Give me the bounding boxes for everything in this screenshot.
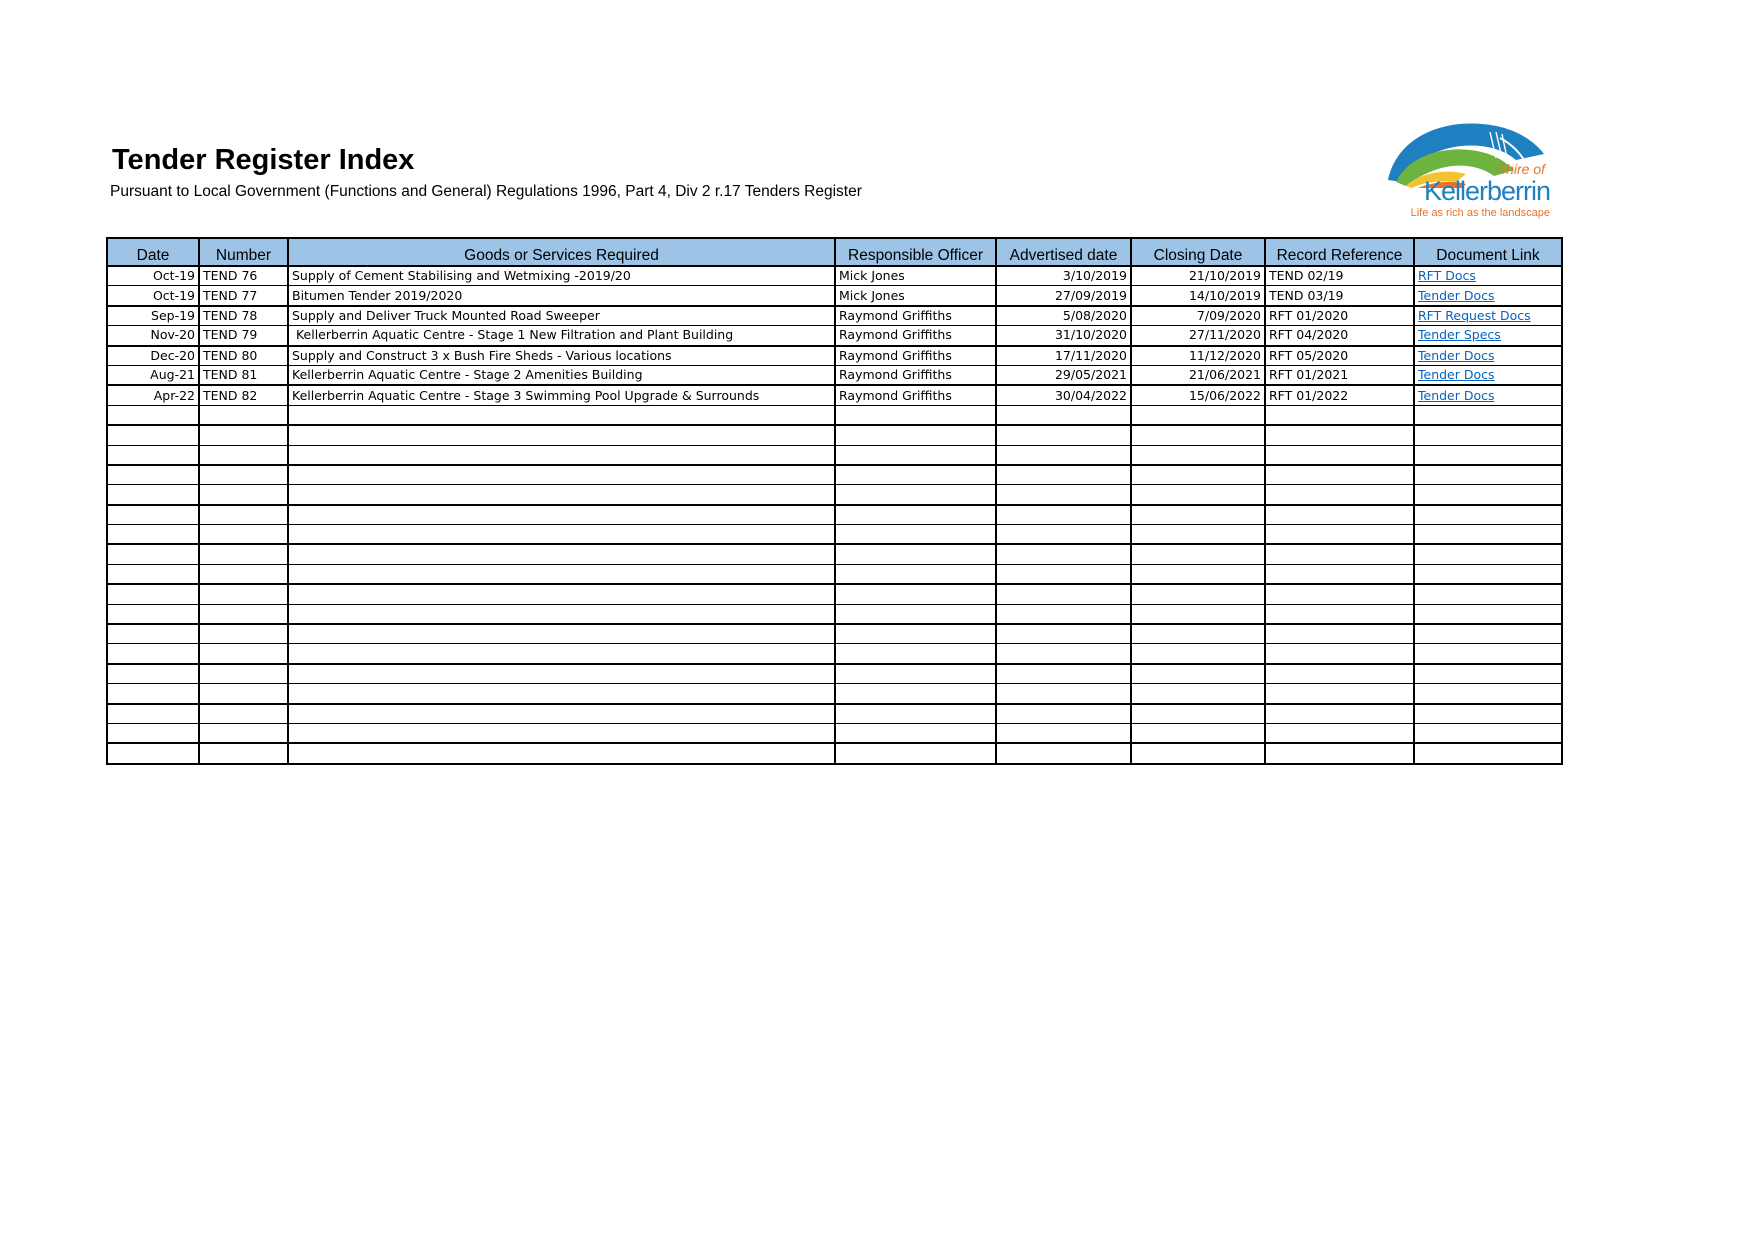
cell-reference: RFT 04/2020 [1265, 326, 1414, 346]
cell-empty [1131, 465, 1265, 485]
cell-number: TEND 81 [199, 365, 288, 385]
cell-empty [199, 525, 288, 545]
cell-empty [996, 505, 1131, 525]
cell-empty [199, 425, 288, 445]
cell-advertised: 17/11/2020 [996, 346, 1131, 366]
cell-empty [835, 684, 996, 704]
cell-empty [835, 505, 996, 525]
cell-number: TEND 78 [199, 306, 288, 326]
header-document-link: Document Link [1414, 238, 1562, 266]
cell-empty [288, 624, 835, 644]
cell-empty [835, 584, 996, 604]
cell-empty [1414, 525, 1562, 545]
cell-empty [835, 743, 996, 763]
cell-empty [996, 723, 1131, 743]
cell-reference: RFT 05/2020 [1265, 346, 1414, 366]
table-row-empty [107, 723, 1562, 743]
cell-empty [1265, 405, 1414, 425]
header-record-reference: Record Reference [1265, 238, 1414, 266]
cell-closing: 21/10/2019 [1131, 266, 1265, 286]
cell-date: Sep-19 [107, 306, 199, 326]
table-row-empty [107, 525, 1562, 545]
cell-closing: 27/11/2020 [1131, 326, 1265, 346]
cell-empty [1131, 723, 1265, 743]
cell-goods: Kellerberrin Aquatic Centre - Stage 2 Amenities Building [288, 365, 835, 385]
cell-empty [1414, 544, 1562, 564]
cell-empty [107, 624, 199, 644]
page-title: Tender Register Index [112, 144, 415, 176]
cell-empty [996, 624, 1131, 644]
cell-goods: Kellerberrin Aquatic Centre - Stage 1 New Filtration and Plant Building [288, 326, 835, 346]
cell-empty [107, 425, 199, 445]
cell-empty [996, 684, 1131, 704]
cell-advertised: 5/08/2020 [996, 306, 1131, 326]
tender-register-table [106, 237, 1563, 765]
table-row-empty [107, 425, 1562, 445]
cell-goods: Supply and Construct 3 x Bush Fire Sheds - Various locations [288, 346, 835, 366]
cell-empty [107, 723, 199, 743]
cell-empty [1414, 684, 1562, 704]
page-subtitle: Pursuant to Local Government (Functions and General) Regulations 1996, Part 4, Div 2 r.17 Tenders Register [110, 183, 862, 200]
cell-empty [1414, 564, 1562, 584]
cell-empty [107, 564, 199, 584]
cell-number: TEND 76 [199, 266, 288, 286]
cell-empty [1265, 604, 1414, 624]
cell-empty [1265, 505, 1414, 525]
cell-empty [107, 505, 199, 525]
table-row-empty [107, 684, 1562, 704]
cell-empty [996, 544, 1131, 564]
cell-empty [1414, 664, 1562, 684]
cell-empty [996, 704, 1131, 724]
cell-empty [835, 664, 996, 684]
cell-empty [199, 743, 288, 763]
cell-empty [107, 405, 199, 425]
document-link[interactable]: Tender Docs [1418, 367, 1495, 383]
table-row-empty [107, 644, 1562, 664]
cell-empty [1131, 505, 1265, 525]
cell-empty [288, 664, 835, 684]
cell-goods: Bitumen Tender 2019/2020 [288, 286, 835, 306]
cell-advertised: 27/09/2019 [996, 286, 1131, 306]
cell-goods: Supply and Deliver Truck Mounted Road Sweeper [288, 306, 835, 326]
cell-empty [1131, 445, 1265, 465]
document-link[interactable]: RFT Request Docs [1418, 307, 1531, 323]
cell-empty [107, 684, 199, 704]
cell-empty [835, 723, 996, 743]
table-row [107, 286, 1562, 306]
cell-empty [288, 684, 835, 704]
table-row-empty [107, 664, 1562, 684]
cell-empty [996, 485, 1131, 505]
cell-empty [1414, 604, 1562, 624]
cell-link-container [1414, 385, 1562, 405]
cell-empty [835, 405, 996, 425]
cell-empty [996, 425, 1131, 445]
cell-goods: Kellerberrin Aquatic Centre - Stage 3 Swimming Pool Upgrade & Surrounds [288, 385, 835, 405]
cell-number: TEND 77 [199, 286, 288, 306]
cell-advertised: 31/10/2020 [996, 326, 1131, 346]
cell-empty [1414, 445, 1562, 465]
cell-empty [1414, 425, 1562, 445]
cell-empty [199, 465, 288, 485]
cell-closing: 14/10/2019 [1131, 286, 1265, 306]
cell-empty [1265, 485, 1414, 505]
table-row-empty [107, 465, 1562, 485]
cell-empty [1265, 684, 1414, 704]
cell-empty [1131, 584, 1265, 604]
cell-date: Oct-19 [107, 266, 199, 286]
table-row-empty [107, 485, 1562, 505]
cell-empty [288, 644, 835, 664]
table-row [107, 306, 1562, 326]
cell-reference: RFT 01/2020 [1265, 306, 1414, 326]
cell-empty [1131, 544, 1265, 564]
cell-empty [835, 485, 996, 505]
cell-empty [835, 704, 996, 724]
cell-empty [996, 465, 1131, 485]
cell-link-container [1414, 286, 1562, 306]
cell-empty [835, 425, 996, 445]
cell-empty [1414, 485, 1562, 505]
document-link[interactable]: Tender Specs [1418, 327, 1501, 343]
cell-link-container [1414, 306, 1562, 326]
header-goods-or-services: Goods or Services Required [288, 238, 835, 266]
cell-empty [288, 525, 835, 545]
table-row-empty [107, 405, 1562, 425]
cell-empty [199, 584, 288, 604]
cell-reference: TEND 03/19 [1265, 286, 1414, 306]
cell-empty [107, 584, 199, 604]
cell-empty [1414, 723, 1562, 743]
cell-closing: 7/09/2020 [1131, 306, 1265, 326]
cell-empty [1265, 664, 1414, 684]
cell-empty [1414, 405, 1562, 425]
cell-empty [996, 445, 1131, 465]
cell-officer: Mick Jones [835, 266, 996, 286]
cell-officer: Mick Jones [835, 286, 996, 306]
logo-tagline: Life as rich as the landscape [1410, 207, 1550, 219]
cell-empty [107, 704, 199, 724]
table-row-empty [107, 743, 1562, 763]
cell-empty [1131, 604, 1265, 624]
cell-empty [996, 564, 1131, 584]
cell-empty [199, 604, 288, 624]
table-row [107, 346, 1562, 366]
cell-empty [996, 584, 1131, 604]
header-closing-date: Closing Date [1131, 238, 1265, 266]
cell-closing: 21/06/2021 [1131, 365, 1265, 385]
table-row-empty [107, 445, 1562, 465]
cell-empty [1131, 405, 1265, 425]
header-row [107, 238, 1562, 266]
cell-empty [288, 564, 835, 584]
cell-empty [1414, 644, 1562, 664]
cell-empty [1131, 684, 1265, 704]
cell-officer: Raymond Griffiths [835, 365, 996, 385]
table-row [107, 266, 1562, 286]
cell-empty [199, 723, 288, 743]
cell-empty [1131, 644, 1265, 664]
cell-empty [835, 644, 996, 664]
cell-empty [199, 544, 288, 564]
document-link[interactable]: Tender Docs [1418, 287, 1495, 303]
cell-empty [288, 544, 835, 564]
cell-officer: Raymond Griffiths [835, 385, 996, 405]
document-link[interactable]: RFT Docs [1418, 268, 1476, 284]
cell-empty [107, 485, 199, 505]
header-advertised-date: Advertised date [996, 238, 1131, 266]
cell-empty [288, 425, 835, 445]
cell-empty [996, 405, 1131, 425]
cell-empty [199, 624, 288, 644]
cell-officer: Raymond Griffiths [835, 346, 996, 366]
cell-empty [288, 445, 835, 465]
cell-empty [835, 525, 996, 545]
cell-empty [1131, 624, 1265, 644]
cell-empty [107, 743, 199, 763]
cell-empty [1265, 564, 1414, 584]
cell-empty [1131, 743, 1265, 763]
cell-empty [288, 723, 835, 743]
cell-empty [199, 485, 288, 505]
cell-empty [199, 704, 288, 724]
table-row-empty [107, 544, 1562, 564]
cell-date: Nov-20 [107, 326, 199, 346]
cell-empty [199, 684, 288, 704]
cell-empty [1414, 624, 1562, 644]
table-row-empty [107, 624, 1562, 644]
cell-empty [996, 664, 1131, 684]
cell-empty [996, 743, 1131, 763]
cell-empty [1265, 704, 1414, 724]
logo-shire-of: Shire of [1496, 161, 1545, 177]
cell-empty [1265, 544, 1414, 564]
cell-advertised: 3/10/2019 [996, 266, 1131, 286]
cell-empty [199, 564, 288, 584]
table-row [107, 385, 1562, 405]
cell-empty [996, 644, 1131, 664]
cell-empty [199, 505, 288, 525]
cell-empty [1131, 485, 1265, 505]
cell-date: Oct-19 [107, 286, 199, 306]
cell-empty [1131, 564, 1265, 584]
cell-empty [107, 544, 199, 564]
cell-empty [107, 445, 199, 465]
cell-link-container [1414, 266, 1562, 286]
cell-empty [1265, 584, 1414, 604]
cell-empty [107, 644, 199, 664]
cell-empty [1265, 445, 1414, 465]
logo-kellerberrin: Kellerberrin [1423, 176, 1550, 206]
header-date: Date [107, 238, 199, 266]
cell-empty [835, 544, 996, 564]
cell-link-container [1414, 346, 1562, 366]
table-row-empty [107, 505, 1562, 525]
cell-empty [107, 525, 199, 545]
cell-empty [199, 445, 288, 465]
cell-empty [835, 604, 996, 624]
cell-goods: Supply of Cement Stabilising and Wetmixing -2019/20 [288, 266, 835, 286]
cell-empty [288, 584, 835, 604]
cell-empty [288, 485, 835, 505]
cell-link-container [1414, 365, 1562, 385]
cell-empty [107, 465, 199, 485]
cell-empty [199, 664, 288, 684]
cell-empty [1265, 723, 1414, 743]
cell-empty [288, 405, 835, 425]
cell-date: Dec-20 [107, 346, 199, 366]
cell-empty [1265, 743, 1414, 763]
cell-empty [835, 624, 996, 644]
cell-empty [1131, 704, 1265, 724]
cell-empty [1131, 425, 1265, 445]
cell-empty [1265, 644, 1414, 664]
cell-empty [835, 445, 996, 465]
cell-empty [107, 604, 199, 624]
cell-number: TEND 80 [199, 346, 288, 366]
cell-empty [1265, 624, 1414, 644]
cell-empty [1414, 465, 1562, 485]
cell-empty [199, 644, 288, 664]
cell-date: Aug-21 [107, 365, 199, 385]
cell-reference: TEND 02/19 [1265, 266, 1414, 286]
cell-empty [996, 604, 1131, 624]
cell-empty [288, 704, 835, 724]
cell-empty [1265, 525, 1414, 545]
cell-empty [996, 525, 1131, 545]
header-number: Number [199, 238, 288, 266]
cell-number: TEND 79 [199, 326, 288, 346]
cell-advertised: 30/04/2022 [996, 385, 1131, 405]
cell-empty [835, 465, 996, 485]
cell-empty [1131, 525, 1265, 545]
cell-empty [1265, 465, 1414, 485]
header-responsible-officer: Responsible Officer [835, 238, 996, 266]
cell-officer: Raymond Griffiths [835, 326, 996, 346]
table-row-empty [107, 604, 1562, 624]
cell-number: TEND 82 [199, 385, 288, 405]
table-row-empty [107, 564, 1562, 584]
cell-date: Apr-22 [107, 385, 199, 405]
cell-officer: Raymond Griffiths [835, 306, 996, 326]
cell-empty [288, 743, 835, 763]
cell-empty [288, 604, 835, 624]
cell-empty [107, 664, 199, 684]
cell-reference: RFT 01/2021 [1265, 365, 1414, 385]
cell-empty [1131, 664, 1265, 684]
cell-closing: 11/12/2020 [1131, 346, 1265, 366]
cell-empty [1265, 425, 1414, 445]
table-row-empty [107, 584, 1562, 604]
cell-empty [288, 465, 835, 485]
cell-empty [835, 564, 996, 584]
document-link[interactable]: Tender Docs [1418, 347, 1495, 363]
table-row-empty [107, 704, 1562, 724]
shire-of-kellerberrin-logo [1382, 116, 1554, 228]
cell-empty [1414, 743, 1562, 763]
cell-advertised: 29/05/2021 [996, 365, 1131, 385]
cell-closing: 15/06/2022 [1131, 385, 1265, 405]
table-row [107, 365, 1562, 385]
cell-empty [199, 405, 288, 425]
cell-empty [1414, 704, 1562, 724]
cell-empty [1414, 584, 1562, 604]
cell-link-container [1414, 326, 1562, 346]
cell-empty [288, 505, 835, 525]
cell-empty [1414, 505, 1562, 525]
document-link[interactable]: Tender Docs [1418, 387, 1495, 403]
cell-reference: RFT 01/2022 [1265, 385, 1414, 405]
table-row [107, 326, 1562, 346]
